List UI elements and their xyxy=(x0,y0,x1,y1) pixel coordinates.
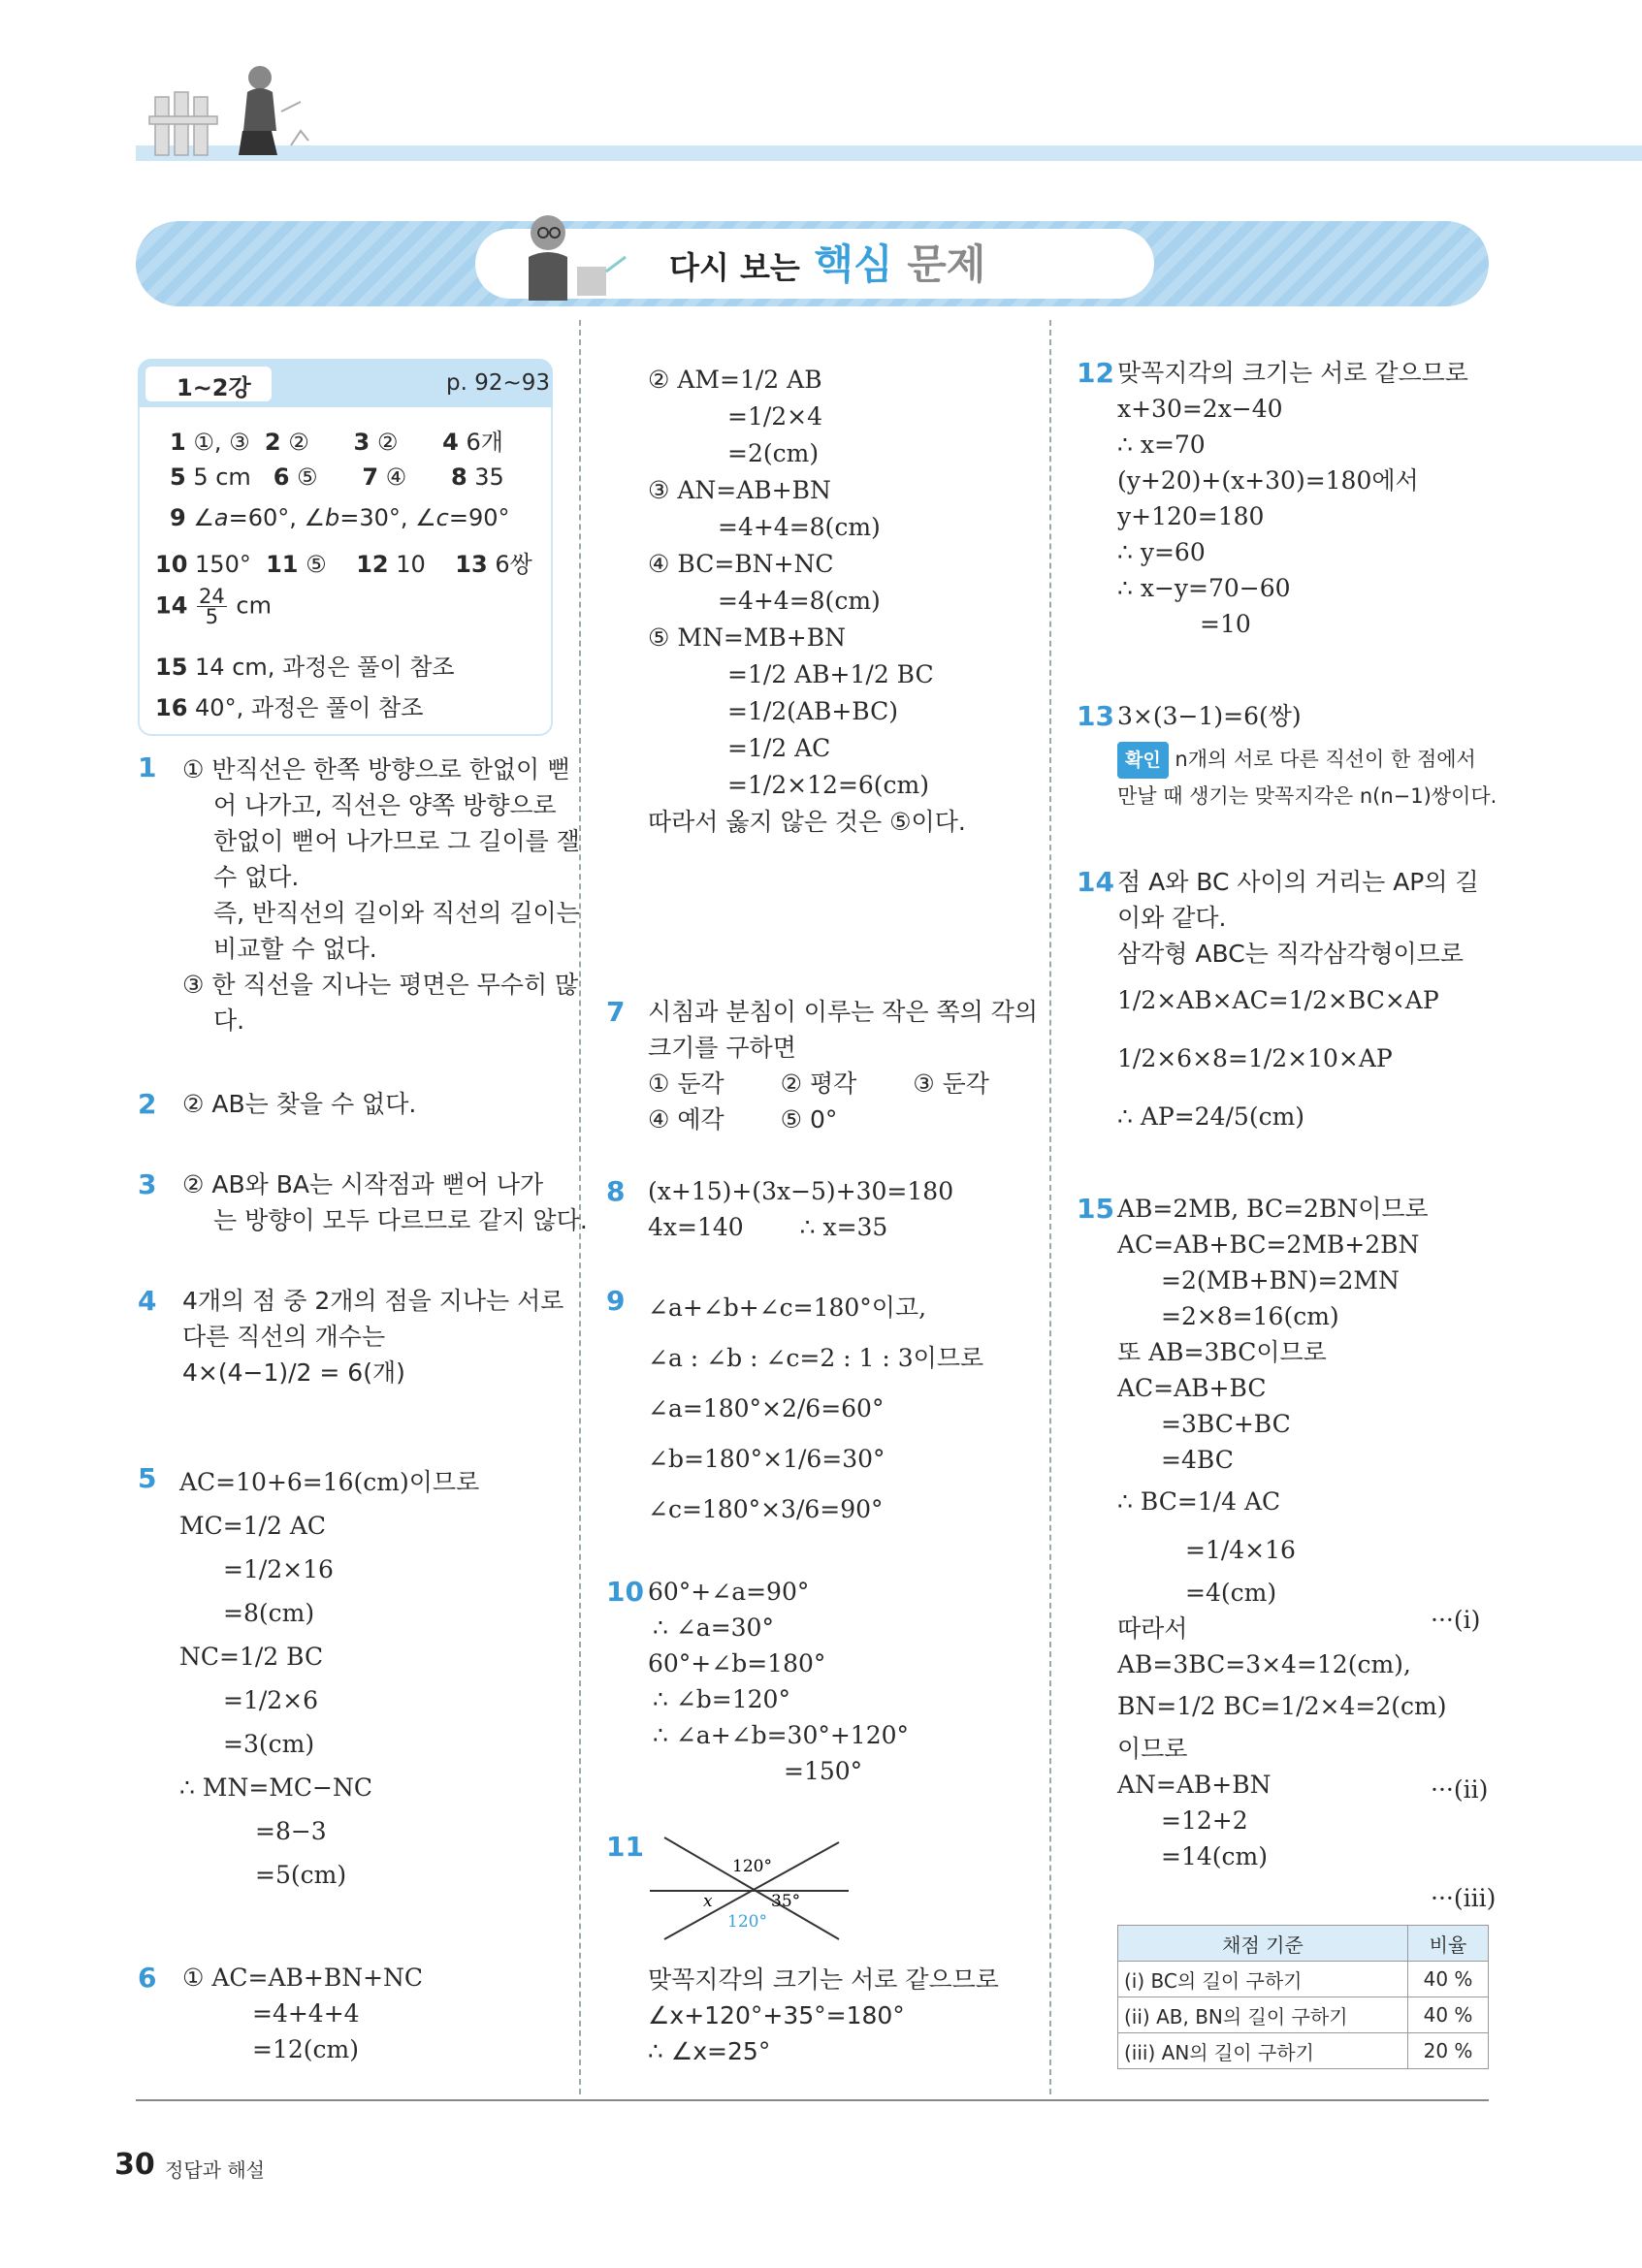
angle-label-top: 120° xyxy=(732,1857,772,1876)
text-line: ⑤ MN=MB+BN xyxy=(648,623,846,652)
text-line: 1/2×6×8=1/2×10×AP xyxy=(1117,1044,1393,1072)
text-line: AC=10+6=16(cm)이므로 xyxy=(179,1468,480,1496)
text-line: =4+4=8(cm) xyxy=(718,587,881,615)
note-line: 만날 때 생기는 맞꼭지각은 n(n−1)쌍이다. xyxy=(1117,784,1497,808)
step-mark-ii: ···(ii) xyxy=(1431,1775,1489,1804)
text-line: =10 xyxy=(1200,610,1251,638)
text-line: 수 없다. xyxy=(213,863,300,891)
problem-number: 1 xyxy=(138,751,157,783)
text-line: =12+2 xyxy=(1161,1806,1248,1835)
step-mark-i: ···(i) xyxy=(1431,1606,1481,1634)
grading-header-ratio: 비율 xyxy=(1408,1926,1489,1962)
page-number: 30 xyxy=(114,2148,155,2182)
text-line: 삼각형 ABC는 직각삼각형이므로 xyxy=(1117,940,1464,968)
text-line: AC=AB+BC xyxy=(1117,1374,1267,1402)
text-line: 한없이 뻗어 나가므로 그 길이를 잴 xyxy=(213,827,580,855)
text-line: ∠b=180°×1/6=30° xyxy=(648,1445,885,1473)
text-line: 다. xyxy=(213,1006,245,1035)
grading-criteria: (ii) AB, BN의 길이 구하기 xyxy=(1118,1997,1408,2033)
text-line: ∴ ∠a+∠b=30°+120° xyxy=(653,1721,910,1749)
text-line xyxy=(648,1102,1038,1137)
summary-line-3: 9 ∠a=60°, ∠b=30°, ∠c=90° xyxy=(170,504,510,531)
problem-13-solution: 3×(3−1)=6(쌍) xyxy=(1117,702,1302,730)
text-line: ② AM=1/2 AB xyxy=(648,366,822,394)
text-line: BN=1/2 BC=1/2×4=2(cm) xyxy=(1117,1692,1447,1720)
text-line: ∴ y=60 xyxy=(1117,538,1206,566)
text-line: 1/2×AB×AC=1/2×BC×AP xyxy=(1117,986,1439,1014)
summary-line-1: 1 ①, ③ 2 ② 3 ② 4 6개 xyxy=(170,429,503,456)
problem-number: 4 xyxy=(138,1285,157,1317)
text-line: ∴ MN=MC−NC xyxy=(179,1773,372,1802)
text-line: =12(cm) xyxy=(252,2035,359,2063)
equation: ∴ x=35 xyxy=(799,1213,888,1241)
note-text: n개의 서로 다른 직선이 한 점에서 xyxy=(1175,748,1476,771)
grading-ratio: 40 % xyxy=(1408,1962,1489,1997)
text-line: 시침과 분침이 이루는 작은 쪽의 각의 xyxy=(648,998,1038,1026)
problem-11-solution xyxy=(648,1962,999,2069)
text-line: =1/2 AB+1/2 BC xyxy=(727,660,934,688)
text-line: 이와 같다. xyxy=(1117,904,1227,932)
text-line: =5(cm) xyxy=(255,1861,347,1889)
text-line: 60°+∠a=90° xyxy=(648,1578,810,1606)
problem-3-solution xyxy=(182,1166,588,1238)
grading-row xyxy=(1118,1997,1489,2033)
text-line: AB=3BC=3×4=12(cm), xyxy=(1117,1650,1411,1678)
title-gray: 문제 xyxy=(907,240,986,288)
student-illustration xyxy=(514,208,640,305)
problem-number: 3 xyxy=(138,1168,157,1200)
problem-12-solution xyxy=(1117,355,1468,642)
summary-line-7: 16 40°, 과정은 풀이 참조 xyxy=(155,694,424,721)
text-line: =8−3 xyxy=(255,1817,327,1845)
text-line: =4(cm) xyxy=(1185,1579,1277,1607)
text-line xyxy=(648,1209,953,1245)
text-line: 60°+∠b=180° xyxy=(648,1649,826,1677)
text-line: (x+15)+(3x−5)+30=180 xyxy=(648,1177,954,1205)
text-line: 어 나가고, 직선은 양쪽 방향으로 xyxy=(213,791,557,819)
problem-number: 11 xyxy=(606,1831,644,1863)
text-line: MC=1/2 AC xyxy=(179,1512,327,1540)
problem-15-solution xyxy=(1117,1191,1446,1874)
text-line: 다른 직선의 개수는 xyxy=(182,1323,386,1351)
text-line: =150° xyxy=(784,1757,863,1785)
problem-14-solution xyxy=(1117,864,1479,1146)
problem-5-solution xyxy=(179,1460,479,1897)
text-line: =1/2 AC xyxy=(727,734,831,762)
problem-13-note xyxy=(1117,742,1497,814)
grading-row xyxy=(1118,1962,1489,1997)
summary-line-5: 14 $\frac{24}{5}$ cm xyxy=(155,585,272,628)
text-line: ∠a : ∠b : ∠c=2 : 1 : 3이므로 xyxy=(648,1344,984,1372)
text-line: ① 반직선은 한쪽 방향으로 한없이 뻗 xyxy=(182,755,571,783)
summary-line-6: 15 14 cm, 과정은 풀이 참조 xyxy=(155,654,455,681)
text-line: ∴ x=70 xyxy=(1117,431,1206,459)
text-line: 는 방향이 모두 다르므로 같지 않다. xyxy=(213,1206,588,1234)
step-mark-iii: ···(iii) xyxy=(1431,1884,1497,1912)
problem-9-solution xyxy=(648,1283,983,1535)
text-line: 맞꼭지각의 크기는 서로 같으므로 xyxy=(648,1965,999,1994)
text-line: ∴ ∠a=30° xyxy=(653,1613,774,1642)
problem-1-solution xyxy=(182,751,580,1038)
summary-line-4: 10 150° 11 ⑤ 12 10 13 6쌍 xyxy=(155,551,532,578)
problem-8-solution xyxy=(648,1173,953,1245)
text-line: 따라서 xyxy=(1117,1614,1188,1643)
problem-6-continued xyxy=(648,362,966,841)
text-line: =3BC+BC xyxy=(1161,1410,1291,1438)
text-line: ∴ ∠x=25° xyxy=(648,2037,771,2065)
text-line: =2×8=16(cm) xyxy=(1161,1302,1339,1330)
text-line: ∠a=180°×2/6=60° xyxy=(648,1394,885,1422)
text-line: 즉, 반직선의 길이와 직선의 길이는 xyxy=(213,899,580,927)
summary-line-2: 5 5 cm 6 ⑤ 7 ④ 8 35 xyxy=(170,463,504,491)
column-divider-2 xyxy=(1049,320,1051,2094)
text-line: =1/2×6 xyxy=(223,1686,319,1714)
text-line: =8(cm) xyxy=(223,1599,315,1627)
text-line: =1/2×16 xyxy=(223,1555,334,1583)
text-line: ④ BC=BN+NC xyxy=(648,550,834,578)
problem-number: 13 xyxy=(1077,700,1114,732)
title-small: 다시 보는 xyxy=(669,249,800,286)
text-line xyxy=(648,1066,1038,1102)
text-line: ∠x+120°+35°=180° xyxy=(648,2001,905,2029)
problem-2-solution: ② AB는 찾을 수 없다. xyxy=(182,1090,417,1118)
text-line: 이므로 xyxy=(1117,1735,1188,1763)
text-line: ∴ BC=1/4 AC xyxy=(1117,1487,1281,1516)
text-line: =4+4=8(cm) xyxy=(718,513,881,541)
text-line: =1/2(AB+BC) xyxy=(727,697,899,725)
choice-3: ③ 둔각 xyxy=(913,1070,989,1098)
text-line: =4BC xyxy=(1161,1446,1234,1474)
choice-4: ④ 예각 xyxy=(648,1105,724,1134)
problem-number: 15 xyxy=(1077,1193,1114,1225)
grading-criteria: (iii) AN의 길이 구하기 xyxy=(1118,2033,1408,2069)
text-line: ∴ x−y=70−60 xyxy=(1117,574,1291,602)
title-big: 핵심 xyxy=(814,240,893,288)
text-line: 또 AB=3BC이므로 xyxy=(1117,1338,1327,1366)
summary-tab-label: 1~2강 xyxy=(177,374,251,401)
grading-header-row xyxy=(1118,1926,1489,1962)
problem-6-solution xyxy=(182,1960,423,2067)
note-line xyxy=(1117,742,1497,779)
grading-criteria: (i) BC의 길이 구하기 xyxy=(1118,1962,1408,1997)
text-line: 맞꼭지각의 크기는 서로 같으므로 xyxy=(1117,359,1468,387)
text-line: =2(cm) xyxy=(727,439,820,467)
choice-1: ① 둔각 xyxy=(648,1070,724,1098)
gardener-illustration xyxy=(145,58,320,165)
problem-number: 10 xyxy=(606,1576,644,1608)
problem-7-solution xyxy=(648,994,1038,1137)
grading-ratio: 40 % xyxy=(1408,1997,1489,2033)
text-line: ∠a+∠b+∠c=180°이고, xyxy=(648,1294,927,1322)
problem-number: 8 xyxy=(606,1175,626,1207)
text-line: AB=2MB, BC=2BN이므로 xyxy=(1117,1195,1429,1223)
choice-5: ⑤ 0° xyxy=(780,1105,838,1134)
grading-ratio: 20 % xyxy=(1408,2033,1489,2069)
text-line: =1/2×12=6(cm) xyxy=(727,771,930,799)
summary-pages: p. 92~93 xyxy=(446,370,551,396)
angle-label-x: x xyxy=(703,1892,713,1911)
text-line: ③ 한 직선을 지나는 평면은 무수히 많 xyxy=(182,971,579,999)
vertical-angles-figure xyxy=(645,1833,858,1944)
text-line: =14(cm) xyxy=(1161,1842,1268,1870)
text-line: ① AC=AB+BN+NC xyxy=(182,1964,424,1992)
problem-number: 6 xyxy=(138,1962,157,1994)
grading-header-criteria: 채점 기준 xyxy=(1118,1926,1408,1962)
text-line: 점 A와 BC 사이의 거리는 AP의 길 xyxy=(1117,868,1479,896)
problem-number: 7 xyxy=(606,996,626,1028)
text-line: AN=AB+BN xyxy=(1117,1771,1272,1799)
text-line: =3(cm) xyxy=(223,1730,315,1758)
text-line: AC=AB+BC=2MB+2BN xyxy=(1117,1230,1420,1259)
text-line: =2(MB+BN)=2MN xyxy=(1161,1266,1400,1294)
text-line: NC=1/2 BC xyxy=(179,1643,324,1671)
text-line: =4+4+4 xyxy=(252,1999,360,2028)
choice-2: ② 평각 xyxy=(780,1070,857,1098)
text-line: ② AB와 BA는 시작점과 뻗어 나가 xyxy=(182,1170,544,1198)
problem-number: 2 xyxy=(138,1088,157,1120)
problem-number: 12 xyxy=(1077,357,1114,389)
top-decoration-bar xyxy=(136,145,1642,161)
text-line: 비교할 수 없다. xyxy=(213,935,377,963)
bottom-rule xyxy=(136,2099,1489,2101)
text-line: =1/2×4 xyxy=(727,402,823,431)
problem-number: 9 xyxy=(606,1285,626,1317)
check-tag: 확인 xyxy=(1117,742,1169,779)
text-line: =1/4×16 xyxy=(1185,1536,1296,1564)
problem-number: 14 xyxy=(1077,866,1114,898)
text-line: ∠c=180°×3/6=90° xyxy=(648,1495,884,1523)
angle-label-35: 35° xyxy=(771,1892,801,1911)
text-line: 따라서 옳지 않은 것은 ⑤이다. xyxy=(648,808,966,836)
angle-label-bottom: 120° xyxy=(727,1912,767,1932)
text-line: ∴ AP=24/5(cm) xyxy=(1117,1102,1305,1131)
text-line: 4×(4−1)/2 = 6(개) xyxy=(182,1358,405,1387)
equation: 4x=140 xyxy=(648,1213,744,1241)
problem-10-solution xyxy=(648,1574,909,1789)
text-line: 크기를 구하면 xyxy=(648,1034,796,1062)
text-line: x+30=2x−40 xyxy=(1117,395,1283,423)
text-line: (y+20)+(x+30)=180에서 xyxy=(1117,466,1419,495)
problem-4-solution xyxy=(182,1283,563,1390)
text-line: ∴ ∠b=120° xyxy=(653,1685,790,1713)
grading-row xyxy=(1118,2033,1489,2069)
footer-label: 정답과 해설 xyxy=(165,2158,265,2182)
text-line: 4개의 점 중 2개의 점을 지나는 서로 xyxy=(182,1287,564,1315)
text-line: ③ AN=AB+BN xyxy=(648,476,831,504)
banner-title xyxy=(669,233,985,291)
text-line: y+120=180 xyxy=(1117,502,1265,530)
problem-number: 5 xyxy=(138,1462,157,1494)
grading-table xyxy=(1117,1925,1489,2069)
